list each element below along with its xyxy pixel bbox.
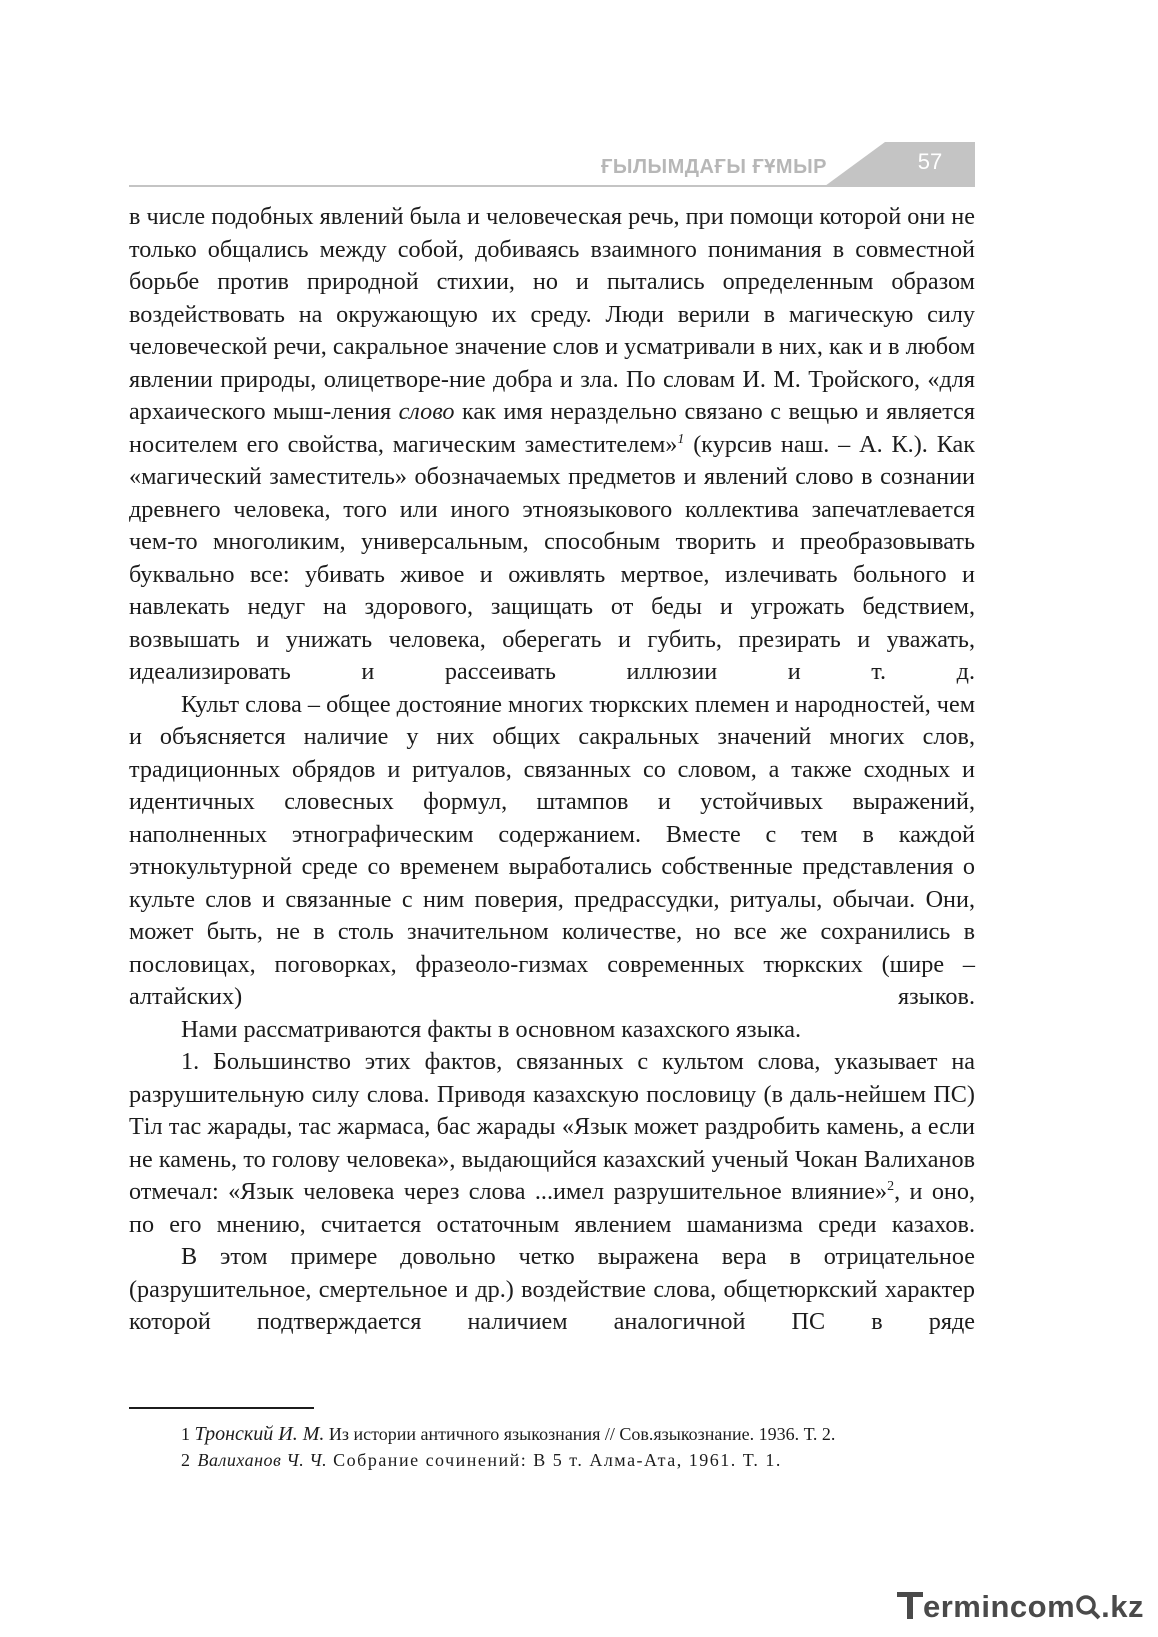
header-triangle-decoration [825,142,885,186]
main-text [129,201,975,1339]
magnifier-icon [1075,1590,1101,1620]
footnote-separator [129,1407,314,1409]
site-watermark [897,1589,1144,1625]
paragraph-1-text-mid: как имя нераздельно связано с вещью и является носителем его свойства, магическим заместителем» [129,398,975,458]
footnote-text: Собрание сочинений: В 5 т. Алма-Ата, 1961. Т. 1. [333,1450,782,1470]
footnote-number: 1 [181,1424,190,1444]
footnote-1 [181,1421,971,1447]
paragraph-1-text: в числе подобных явлений была и человеческая речь, при помощи которой они не только общались между собой, добиваясь взаимного понимания в совместной борьбе против природной стихии, но и пытались определенным образом воздействовать на окружающую их среду. Люди верили в магическую силу человеческой речи, сакральное значение слов и усматривали в них, как и в любом явлении природы, олицетворе-ние добра и зла. По словам И. М. Тройского, «для архаического мыш-ления [129,203,975,425]
running-title: ҒЫЛЫМДАҒЫ ҒҰМЫР [601,156,827,178]
paragraph-1 [129,201,975,689]
header-rule [129,185,975,187]
paragraph-1-text-end: (курсив наш. – А. К.). Как «магический заместитель» обозначаемых предметов и явлений слово в сознании древнего человека, того или иного этноязыкового коллектива запечатлевается чем-то многоликим, универсальным, способным творить и преобразовывать буквально все: убивать живое и оживлять мертвое, излечивать больного и навлекать недуг на здорового, защищать от беды и угрожать бедствием, возвышать и унижать человека, оберегать и губить, презирать и уважать, идеализировать и рассеивать иллюзии и т. д. [129,430,976,685]
footnote-number: 2 [181,1450,192,1470]
paragraph-4-text-end: , и оно, по его мнению, считается остаточным явлением шаманизма среди казахов. [129,1178,976,1238]
t-logo-icon [897,1590,923,1620]
footnotes [181,1421,971,1473]
running-header [129,140,975,188]
footnote-text: Из истории античного языкознания // Сов.языкознание. 1936. Т. 2. [328,1424,836,1444]
paragraph-2: Культ слова – общее достояние многих тюркских племен и народностей, чем и объясняется наличие у них общих сакральных значений многих слов, традиционных обрядов и ритуалов, связанных со словом, а также сходных и идентичных словесных формул, штампов и устойчивых выражений, наполненных этнографическим содержанием. Вместе с тем в каждой этнокультурной среде со временем выработались собственные представления о культе слов и связанные с ним поверия, предрассудки, ритуалы, обычаи. Они, может быть, не в столь значительном количестве, но все же сохранились в пословицах, поговорках, фразеоло-гизмах современных тюркских (шире – алтайских) языков. [129,690,976,1010]
footnote-author: Валиханов Ч. Ч. [197,1450,328,1470]
paragraph-3: Нами рассматриваются факты в основном казахского языка. [181,1015,802,1043]
watermark-text: ermincom [922,1589,1076,1624]
footnote-2 [181,1447,971,1473]
paragraph-5: В этом примере довольно четко выражена вера в отрицательное (разрушительное, смертельное и др.) воздействие слова, общетюркский характер которой подтверждается наличием аналогичной ПС в ряде [129,1243,975,1335]
footnote-ref-2[interactable]: 2 [887,1178,895,1194]
page-number: 57 [917,149,943,174]
footnote-author: Тронский И. М. [194,1423,325,1445]
watermark-domain: .kz [1101,1589,1144,1624]
footnote-ref-1[interactable]: 1 [677,431,685,447]
italic-term: слово [398,398,455,425]
paragraph-4-text: 1. Большинство этих фактов, связанных с культом слова, указывает на разрушительную силу слова. Приводя казахскую пословицу (в даль-нейшем ПС) Тіл тас жарады, тас жармаса, бас жарады «Язык может раздробить камень, а если не камень, то голову человека», выдающийся казахский ученый Чокан Валиханов отмечал: «Язык человека через слова ...имел разрушительное влияние» [129,1048,975,1205]
paragraph-4 [129,1046,975,1241]
